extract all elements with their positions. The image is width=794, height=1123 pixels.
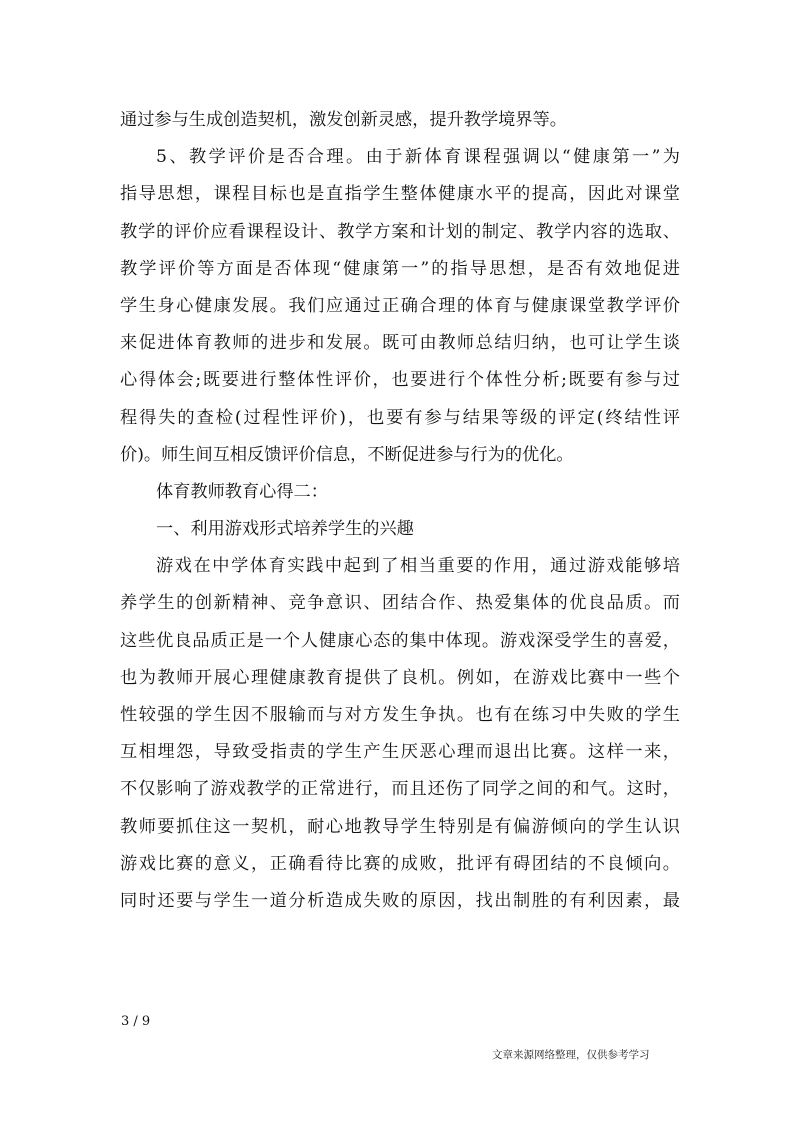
text-line: 游戏比赛的意义，正确看待比赛的成败，批评有碍团结的不良倾向。	[120, 853, 680, 874]
text-line: 教学评价等方面是否体现“健康第一”的指导思想，是否有效地促进	[120, 258, 680, 279]
text-line: 5、教学评价是否合理。由于新体育课程强调以“健康第一”为	[156, 147, 680, 168]
text-line: 通过参与生成创造契机，激发创新灵感，提升教学境界等。	[120, 110, 567, 130]
text-line: 性较强的学生因不服输而与对方发生争执。也有在练习中失败的学生	[120, 705, 680, 725]
text-line: 指导思想，课程目标也是直指学生整体健康水平的提高，因此对课堂	[120, 184, 680, 205]
text-line: 教师要抓住这一契机，耐心地教导学生特别是有偏游倾向的学生认识	[120, 816, 680, 837]
text-line: 程得失的查检(过程性评价)，也要有参与结果等级的评定(终结性评	[120, 407, 680, 428]
text-line: 游戏在中学体育实践中起到了相当重要的作用，通过游戏能够培	[156, 556, 680, 577]
text-line: 养学生的创新精神、竞争意识、团结合作、热爱集体的优良品质。而	[120, 593, 680, 614]
section-heading: 体育教师教育心得二：	[156, 481, 328, 502]
text-line: 这些优良品质正是一个人健康心态的集中体现。游戏深受学生的喜爱，	[120, 630, 680, 651]
text-line: 同时还要与学生一道分析造成失败的原因，找出制胜的有利因素，最	[120, 890, 680, 911]
text-line: 教学的评价应看课程设计、教学方案和计划的制定、教学内容的选取、	[120, 221, 680, 242]
page-number: 3 / 9	[121, 1014, 151, 1029]
text-line: 来促进体育教师的进步和发展。既可由教师总结归纳，也可让学生谈	[120, 333, 680, 354]
text-line: 学生身心健康发展。我们应通过正确合理的体育与健康课堂教学评价	[120, 295, 680, 316]
body-text	[120, 102, 680, 920]
text-line: 价)。师生间互相反馈评价信息，不断促进参与行为的优化。	[120, 444, 574, 465]
text-line: 也为教师开展心理健康教育提供了良机。例如，在游戏比赛中一些个	[120, 667, 680, 688]
subsection-heading: 一、利用游戏形式培养学生的兴趣	[156, 519, 414, 540]
text-line: 心得体会;既要进行整体性评价，也要进行个体性分析;既要有参与过	[120, 370, 680, 391]
text-line: 互相埋怨，导致受指责的学生产生厌恶心理而退出比赛。这样一来，	[120, 742, 680, 763]
footer-note: 文章来源网络整理，仅供参考学习	[492, 1049, 650, 1061]
text-line: 不仅影响了游戏教学的正常进行，而且还伤了同学之间的和气。这时，	[120, 779, 680, 800]
